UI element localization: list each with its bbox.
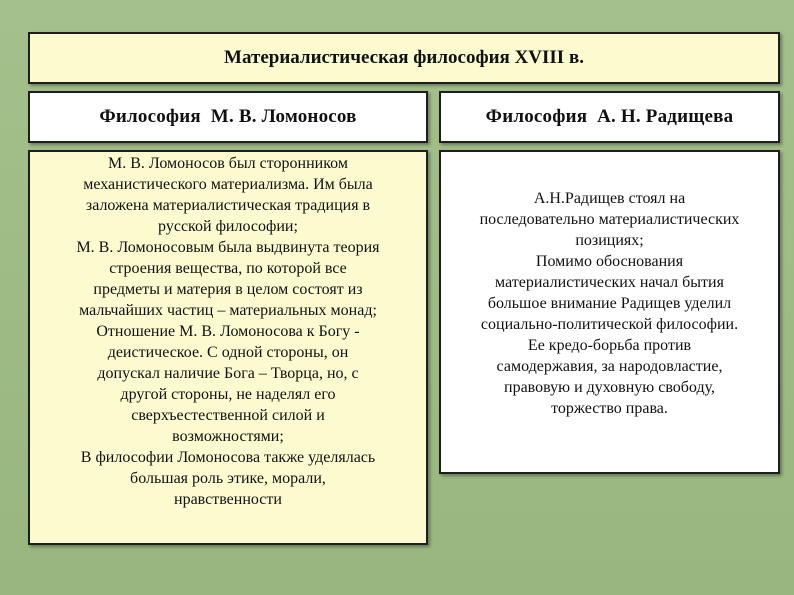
lomonosov-text-line: деистическое. С одной стороны, он xyxy=(107,344,349,361)
lomonosov-text-line: Отношение М. В. Ломоносова к Богу - xyxy=(96,323,360,340)
lomonosov-text-line: допускал наличие Бога – Творца, но, с xyxy=(97,365,359,382)
lomonosov-text-line: сверхъестественной силой и xyxy=(131,407,325,424)
radishchev-text-line: последовательно материалистических xyxy=(479,211,740,228)
lomonosov-text-line: заложена материалистическая традиция в xyxy=(85,197,371,214)
radishchev-text-box xyxy=(439,150,780,474)
radishchev-text-line: торжество права. xyxy=(551,400,668,417)
lomonosov-text-line: большая роль этике, морали, xyxy=(130,470,326,487)
radishchev-text-line: социально-политической философии. xyxy=(480,316,739,333)
radishchev-text-line: материалистических начал бытия xyxy=(495,274,724,291)
radishchev-text-line: большое внимание Радищев уделил xyxy=(487,295,732,312)
radishchev-heading-box xyxy=(439,91,780,143)
lomonosov-text-line: предметы и материя в целом состоят из xyxy=(93,281,363,298)
radishchev-text-line: Помимо обоснования xyxy=(535,253,684,270)
lomonosov-text xyxy=(76,153,379,510)
radishchev-text-line: позициях; xyxy=(575,232,644,249)
radishchev-text-line: правовую и духовную свободу, xyxy=(504,379,715,396)
slide-title-box xyxy=(28,32,780,84)
lomonosov-text-line: В философии Ломоносова также уделялась xyxy=(80,449,376,466)
lomonosov-text-line: механистического материализма. Им была xyxy=(83,176,373,193)
slide-title: Материалистическая философия XVIII в. xyxy=(224,47,584,68)
lomonosov-text-line: строения вещества, по которой все xyxy=(109,260,347,277)
radishchev-text-line: Ее кредо-борьба против xyxy=(527,337,692,354)
radishchev-text xyxy=(480,188,740,419)
radishchev-text-line: самодержавия, за народовластие, xyxy=(496,358,723,375)
lomonosov-text-line: М. В. Ломоносов был сторонником xyxy=(107,155,348,172)
lomonosov-text-box xyxy=(28,150,428,545)
lomonosov-heading: Философия М. В. Ломоносов xyxy=(99,106,357,127)
lomonosov-text-line: другой стороны, не наделял его xyxy=(120,386,336,403)
lomonosov-text-line: нравственности xyxy=(174,491,282,508)
radishchev-heading: Философия А. Н. Радищева xyxy=(485,106,734,127)
lomonosov-text-line: возможностями; xyxy=(172,428,284,445)
lomonosov-text-line: М. В. Ломоносовым была выдвинута теория xyxy=(76,239,380,256)
lomonosov-text-line: мальчайших частиц – материальных монад; xyxy=(79,302,377,319)
radishchev-text-line: А.Н.Радищев стоял на xyxy=(533,190,686,207)
lomonosov-text-line: русской философии; xyxy=(158,218,298,235)
lomonosov-heading-box xyxy=(28,91,428,143)
